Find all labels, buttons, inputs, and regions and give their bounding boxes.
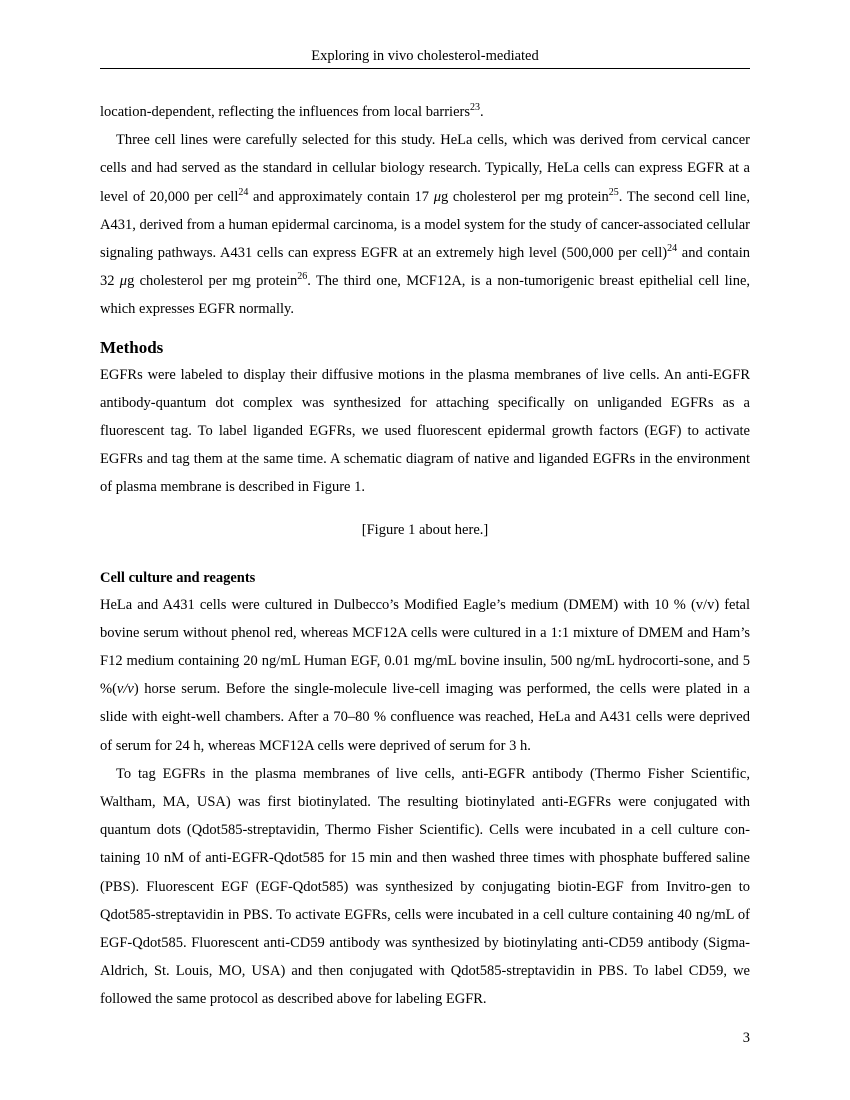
- cell-lines-text-4: . The second cell line, A431, derived from a human epidermal carcinoma, is a model system for the study of cancer-associated cellular signaling pathways. A431 cells can express EGFR at an extremely high level (500,000 per cell): [100, 188, 750, 262]
- cell-lines-text-3: g cholesterol per mg protein: [440, 188, 609, 205]
- vv-italic: v/v: [116, 681, 134, 698]
- methods-paragraph: EGFRs were labeled to display their diffusive motions in the plasma membranes of live cells. An anti-EGFR antibody-quantum dot complex was synthesized for attaching specifically on unliganded EGFRs as a fluorescent tag. To label liganded EGFRs, we used fluorescent epidermal growth factors (EGF) to activate EGFRs and tag them at the same time. A schematic diagram of native and liganded EGFRs in the environment of plasma membrane is described in Figure 1.: [100, 366, 750, 496]
- cell-lines-paragraph: [100, 126, 750, 323]
- page-body: [100, 98, 750, 1014]
- intro-paragraph-continued: [100, 98, 750, 126]
- citation-23: 23: [470, 102, 480, 113]
- cell-lines-text-6: g cholesterol per mg protein: [127, 273, 298, 290]
- cell-lines-text-7: . The third one, MCF12A, is a non-tumorigenic breast epithelial cell line, which expresses EGFR normally.: [100, 273, 751, 318]
- cell-culture-heading: Cell culture and reagents: [100, 569, 256, 586]
- intro-p1-text: location-dependent, reflecting the influences from local barriers: [100, 104, 470, 120]
- methods-heading: Methods: [100, 337, 164, 357]
- cell-culture-paragraph: [100, 591, 750, 760]
- citation-26: 26: [297, 271, 308, 283]
- cell-lines-text-1: Three cell lines were carefully selected for this study. HeLa cells, which was derived from cervical cancer cells and had served as the standard in cellular biology research. Typically, HeLa cells can express EGFR at a level of 20,000 per cell: [100, 132, 750, 205]
- mu-symbol: μ: [433, 188, 441, 205]
- cell-culture-text-1: HeLa and A431 cells were cultured in Dulbecco’s Modified Eagle’s medium (DMEM) with 10 % (v/v) fetal bovine serum without phenol red, whereas MCF12A cells were cultured in a 1:1 mixture of DMEM and Ham’s F12 medium containing 20 ng/mL Human EGF, 0.01 mg/mL bovine insulin, 500 ng/mL hydrocorti-sone, and 5 %(: [100, 596, 750, 698]
- citation-25: 25: [608, 186, 619, 198]
- page-number: 3: [742, 1030, 750, 1046]
- mu-symbol-2: μ: [119, 273, 128, 290]
- labeling-paragraph: To tag EGFRs in the plasma membranes of live cells, anti-EGFR antibody (Thermo Fisher Scientific, Waltham, MA, USA) was first biotinylated. The resulting biotinylated anti-EGFRs were conjugated with quantum dots (Qdot585-streptavidin, Thermo Fisher Scientific). Cells were incubated in a cell culture con-taining 10 nM of anti-EGFR-Qdot585 for 15 min and then washed three times with phosphate buffered saline (PBS). Fluorescent EGF (EGF-Qdot585) was synthesized by conjugating biotin-EGF from Invitro-gen to Qdot585-streptavidin in PBS. To activate EGFRs, cells were incubated in a cell culture containing 40 ng/mL of EGF-Qdot585. Fluorescent anti-CD59 antibody was synthesized by biotinylating anti-CD59 antibody (Sigma-Aldrich, St. Louis, MO, USA) and then conjugated with Qdot585-streptavidin in PBS. To label CD59, we followed the same protocol as described above for labeling EGFR.: [100, 765, 750, 1008]
- citation-24: 24: [238, 186, 249, 198]
- intro-p1-end: .: [480, 104, 484, 120]
- cell-lines-text-5: and contain 32: [100, 245, 750, 290]
- running-header: Exploring in vivo cholesterol-mediated: [311, 48, 539, 64]
- cell-culture-text-2: ) horse serum. Before the single-molecule live-cell imaging was performed, the cells were plated in a slide with eight-well chambers. After a 70–80 % confluence was reached, HeLa and A431 cells were deprived of serum for 24 h, whereas MCF12A cells were deprived of serum for 3 h.: [100, 681, 750, 754]
- citation-24b: 24: [667, 243, 678, 255]
- cell-lines-text-2: and approximately contain 17: [248, 188, 434, 205]
- figure-placeholder-note: [Figure 1 about here.]: [361, 521, 489, 538]
- header-rule: [100, 68, 750, 69]
